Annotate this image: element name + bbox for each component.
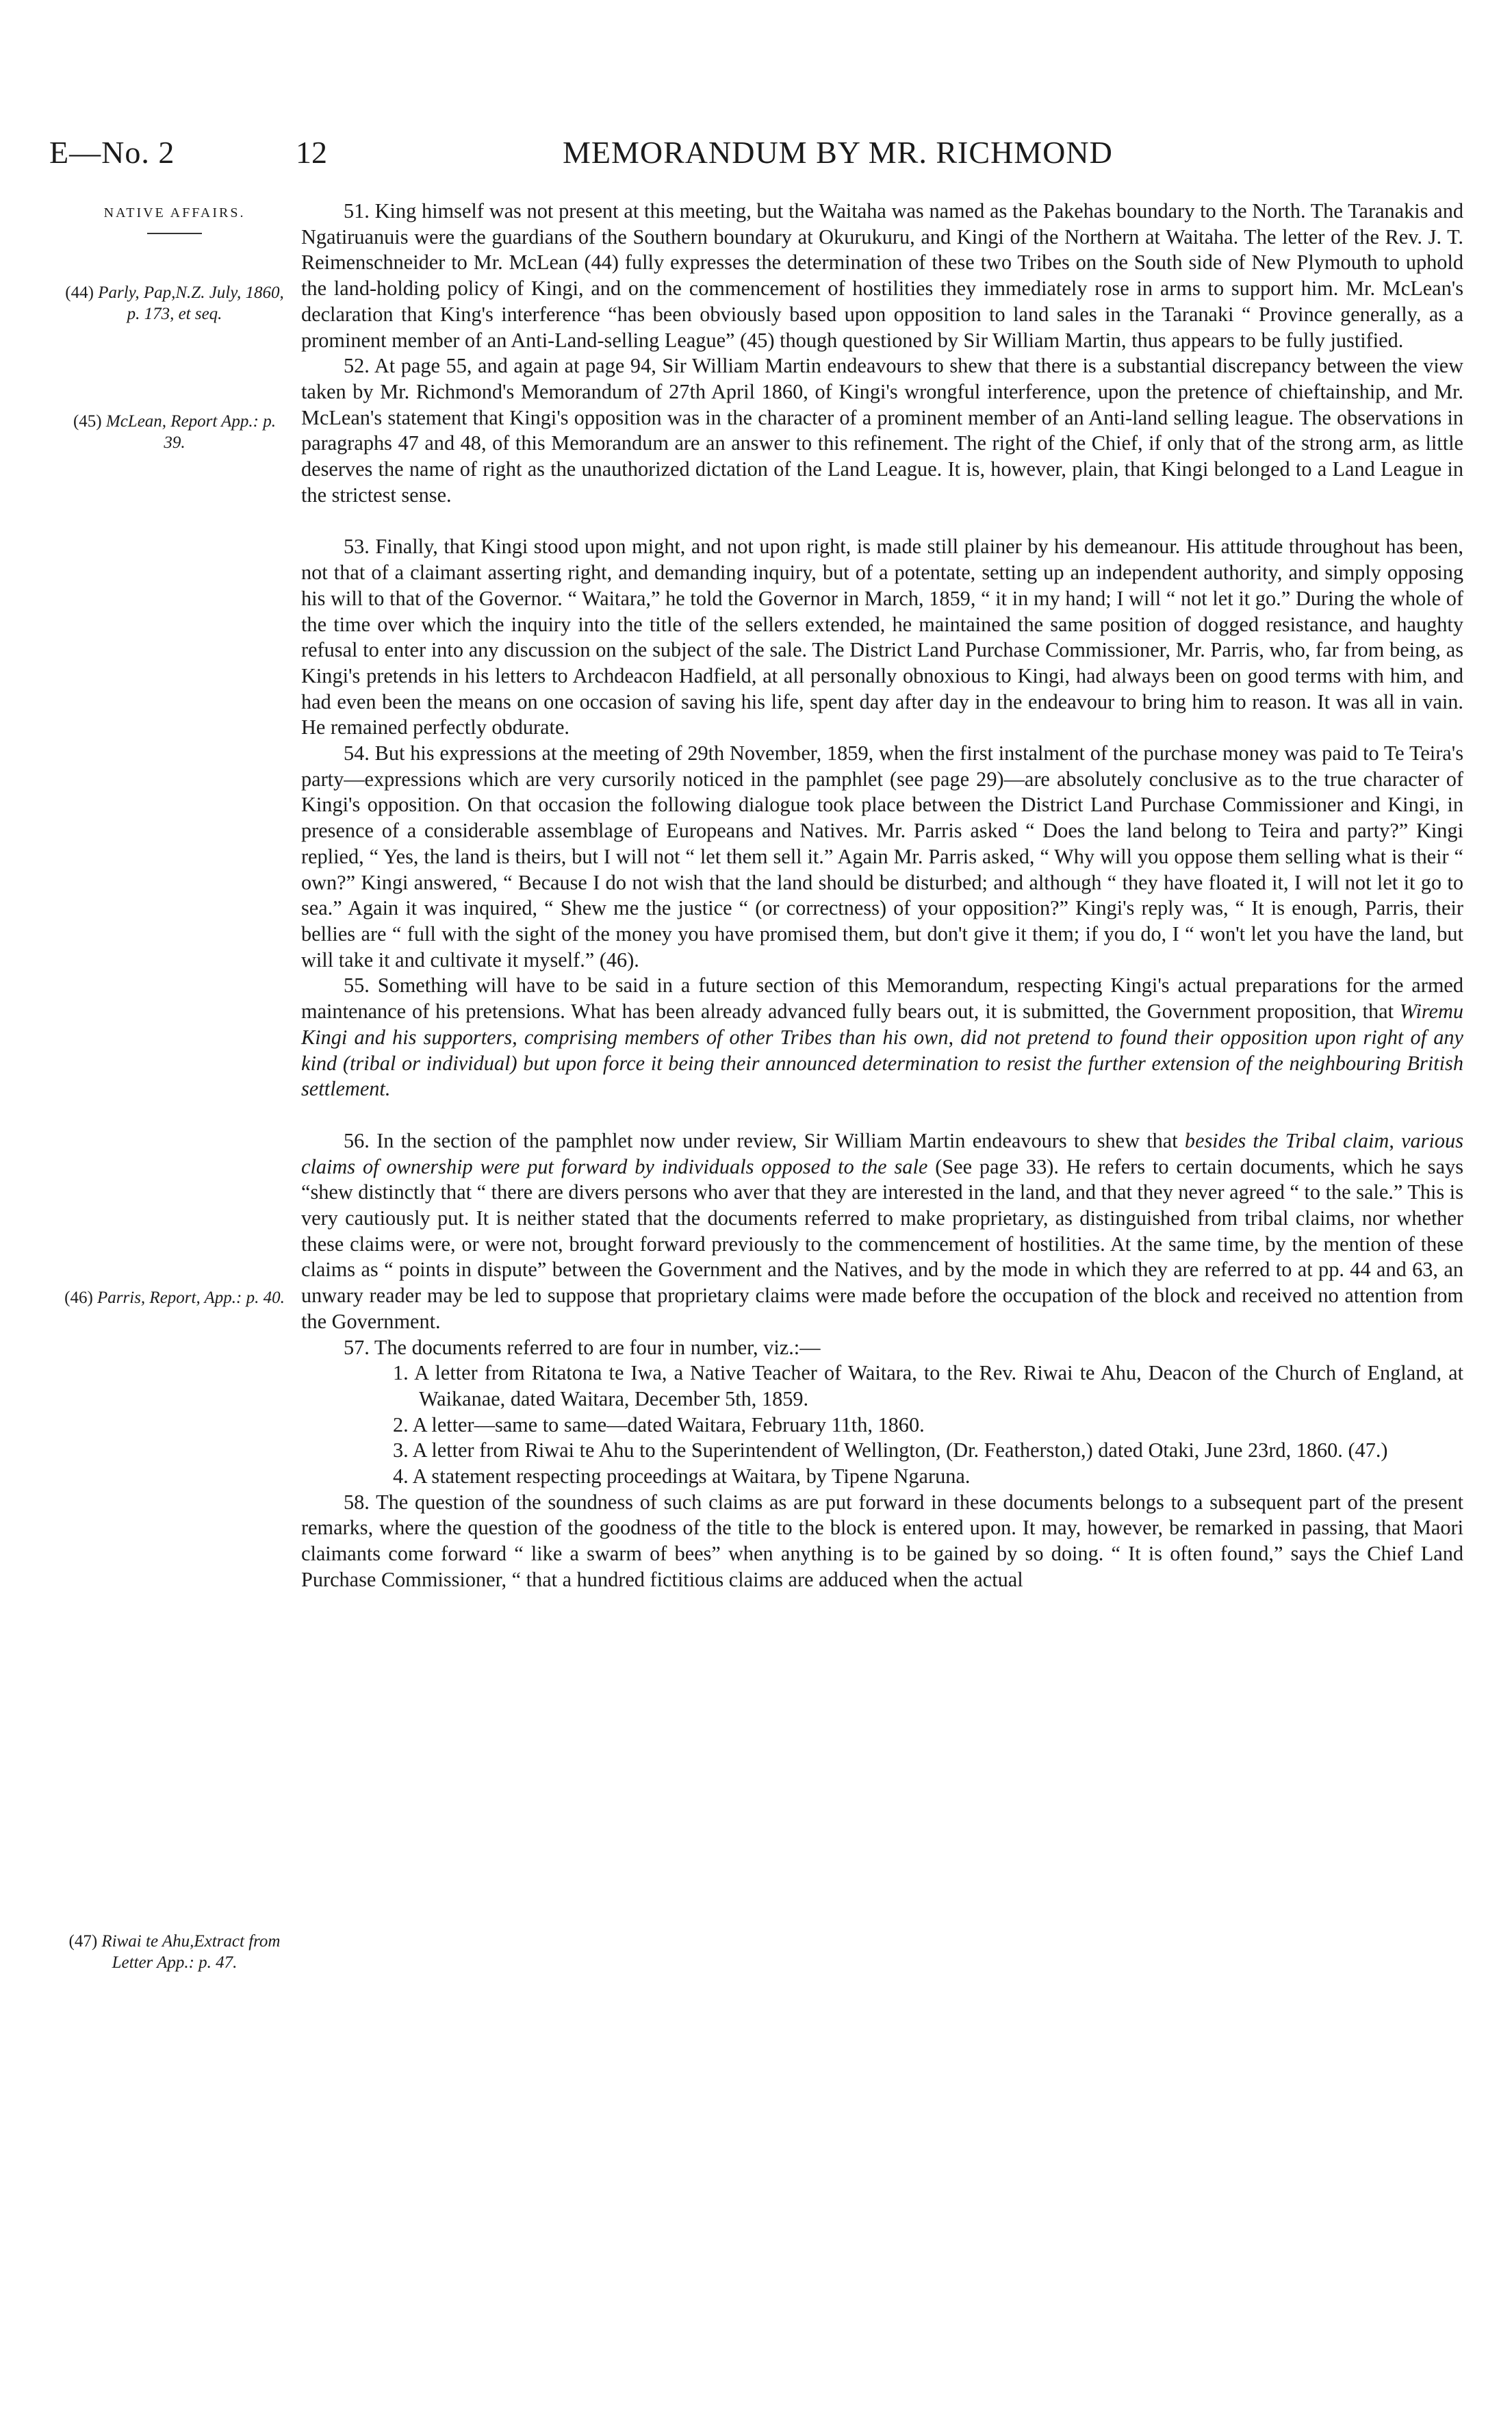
section-divider [147,233,202,234]
page-header [49,134,1473,182]
margin-note-number: (46) [64,1289,93,1307]
margin-note-number: (47) [68,1932,98,1951]
emphasized-text: Wiremu Kingi and his supporters, comprising members of other Tribes than his own, did not pretend to found their opposition upon right of any kind (tribal or individual) but upon force it being their announced determination to resist the further extension of the neighbouring British settlement. [301,1000,1464,1101]
emphasized-text: besides the Tribal claim, various claims of ownership were put forward by individuals opposed to the sale [301,1128,1463,1178]
paragraph-51: 51. King himself was not present at this meeting, but the Waitaha was named as the Pakehas boundary to the North. The Taranakis and Ngatiruanuis were the guardians of the Southern boundary at Okurukuru, and Kingi of the Northern at Waitaha. The letter of the Rev. J. T. Reimenschneider to Mr. McLean (44) fully expresses the determination of these two Tribes on the South side of New Plymouth to uphold the land-holding policy of Kingi, and on the commencement of hostilities they immediately rose in arms to support him. Mr. McLean's declaration that King's interference “has been obviously based upon opposition to land sales in the Taranaki “ Province generally, as a prominent member of an Anti-Land-selling League” (45) though questioned by Sir William Martin, thus appears to be fully justified. [301,199,1463,352]
paragraph-52: 52. At page 55, and again at page 94, Sir William Martin endeavours to shew that there is a substantial discrepancy between the view taken by Mr. Richmond's Memorandum of 27th April 1860, of Kingi's wrongful interference, upon the pretence of chieftainship, and Mr. McLean's statement that Kingi's opposition was in the character of a prominent member of an Anti-land selling league. The observations in paragraphs 47 and 48, of this Memorandum are an answer to this refinement. The right of the Chief, if only that of the strong arm, as little deserves the name of right as the unauthorized dictation of the Land League. It is, however, plain, that Kingi belonged to a Land League in the strictest sense. [301,354,1463,507]
paragraph-58: 58. The question of the soundness of such claims as are put forward in these documents belongs to a subsequent part of the present remarks, where the question of the goodness of the title to the block is entered upon. It may, however, be remarked in passing, that Maori claimants come forward “ like a swarm of bees” when anything is to be gained by so doing. “ It is often found,” says the Chief Land Purchase Commissioner, “ that a hundred fictitious claims are adduced when the actual [301,1490,1463,1591]
page-title: MEMORANDUM BY MR. RICHMOND [563,135,1113,170]
list-item: 3. A letter from Riwai te Ahu to the Superintendent of Wellington, (Dr. Featherston,) dated Otaki, June 23rd, 1860. (47.) [393,1438,1388,1462]
margin-note-47 [62,1931,287,1973]
paragraph-text: 55. Something will have to be said in a future section of this Memorandum, respecting Kingi's actual preparations for the armed maintenance of his pretensions. What has been already advanced fully bears out, it is submitted, the Government proposition, that [301,974,1463,1024]
paragraph-55 [301,973,1463,1102]
margin-note-text: McLean, Report App.: p. 39. [105,412,276,452]
margin-note-number: (45) [73,412,102,431]
list-item: 2. A letter—same to same—dated Waitara, February 11th, 1860. [393,1412,925,1436]
main-text [301,199,1463,1593]
paragraph-53: 53. Finally, that Kingi stood upon might, and not upon right, is made still plainer by his demeanour. His attitude throughout has been, not that of a claimant asserting right, and demanding inquiry, but of a potentate, setting up an independent authority, and simply opposing his will to that of the Governor. “ Waitara,” he told the Governor in March, 1859, “ it in my hand; I will “ not let it go.” During the whole of the time over which the inquiry into the title of the sellers extended, he maintained the same position of dogged resistance, and haughty refusal to enter into any discussion on the subject of the sale. The District Land Purchase Commissioner, Mr. Parris, who, far from being, as Kingi's pretends in his letters to Archdeacon Hadfield, at all personally obnoxious to Kingi, had always been on good terms with him, and had even been the means on one occasion of saving his life, spent day after day in the endeavour to bring him to reason. It was all in vain. He remained perfectly obdurate. [301,535,1463,739]
paragraph-56 [301,1128,1463,1335]
list-item: 1. A letter from Ritatona te Iwa, a Native Teacher of Waitara, to the Rev. Riwai te Ahu, Deacon of the Church of England, at Waikanae, dated Waitara, December 5th, 1859. [393,1361,1463,1410]
margin-note-text: Riwai te Ahu,Extract from Letter App.: p. 47. [101,1932,281,1972]
margin-note-number: (44) [65,283,94,302]
section-label: NATIVE AFFAIRS. [103,205,246,220]
margin-note-46 [62,1287,287,1308]
paragraph-57: 57. The documents referred to are four in number, viz.:— [344,1335,821,1359]
document-reference: E—No. 2 [49,135,175,170]
paragraph-text: 56. In the section of the pamphlet now under review, Sir William Martin endeavours to shew that [344,1128,1178,1152]
margin-note-45 [62,411,287,453]
paragraph-text: (See page 33). He refers to certain documents, which he says “shew distinctly that “ there are divers persons who aver that they are interested in the land, and that they never agreed “ to the sale.” This is very cautiously put. It is neither stated that the documents referred to make proprietary, as distinguished from tribal claims, nor whether these claims were, or were not, brought forward previously to the commencement of hostilities. At the same time, by the mention of these claims as “ points in dispute” between the Government and the Natives, and by the mode in which they are referred to at pp. 44 and 63, an unwary reader may be led to suppose that proprietary claims were made before the occupation of the block and received no attention from the Government. [301,1154,1463,1333]
margin-note-44 [62,282,287,325]
margin-note-text: Parly, Pap,N.Z. July, 1860, p. 173, et seq. [98,283,284,323]
document-list [301,1360,1463,1490]
list-item: 4. A statement respecting proceedings at Waitara, by Tipene Ngaruna. [393,1464,971,1488]
page-number: 12 [296,135,327,170]
paragraph-54: 54. But his expressions at the meeting of 29th November, 1859, when the first instalment of the purchase money was paid to Te Teira's party—expressions which are very cursorily noticed in the pamphlet (see page 29)—are absolutely conclusive as to the true character of Kingi's opposition. On that occasion the following dialogue took place between the District Land Purchase Commissioner and Kingi, in presence of a considerable assemblage of Europeans and Natives. Mr. Parris asked “ Does the land belong to Teira and party?” Kingi replied, “ Yes, the land is theirs, but I will not “ let them sell it.” Again Mr. Parris asked, “ Why will you oppose them selling what is their “ own?” Kingi answered, “ Because I do not wish that the land should be disturbed; and although “ they have floated it, I will not let it go to sea.” Again it was inquired, “ Shew me the justice “ (or correctness) of your opposition?” Kingi's reply was, “ It is enough, Parris, their bellies are “ full with the sight of the money you have promised them, but don't give it them; if you do, I “ won't let you have the land, but will take it and cultivate it myself.” (46). [301,741,1463,972]
margin-note-text: Parris, Report, App.: p. 40. [97,1289,285,1307]
